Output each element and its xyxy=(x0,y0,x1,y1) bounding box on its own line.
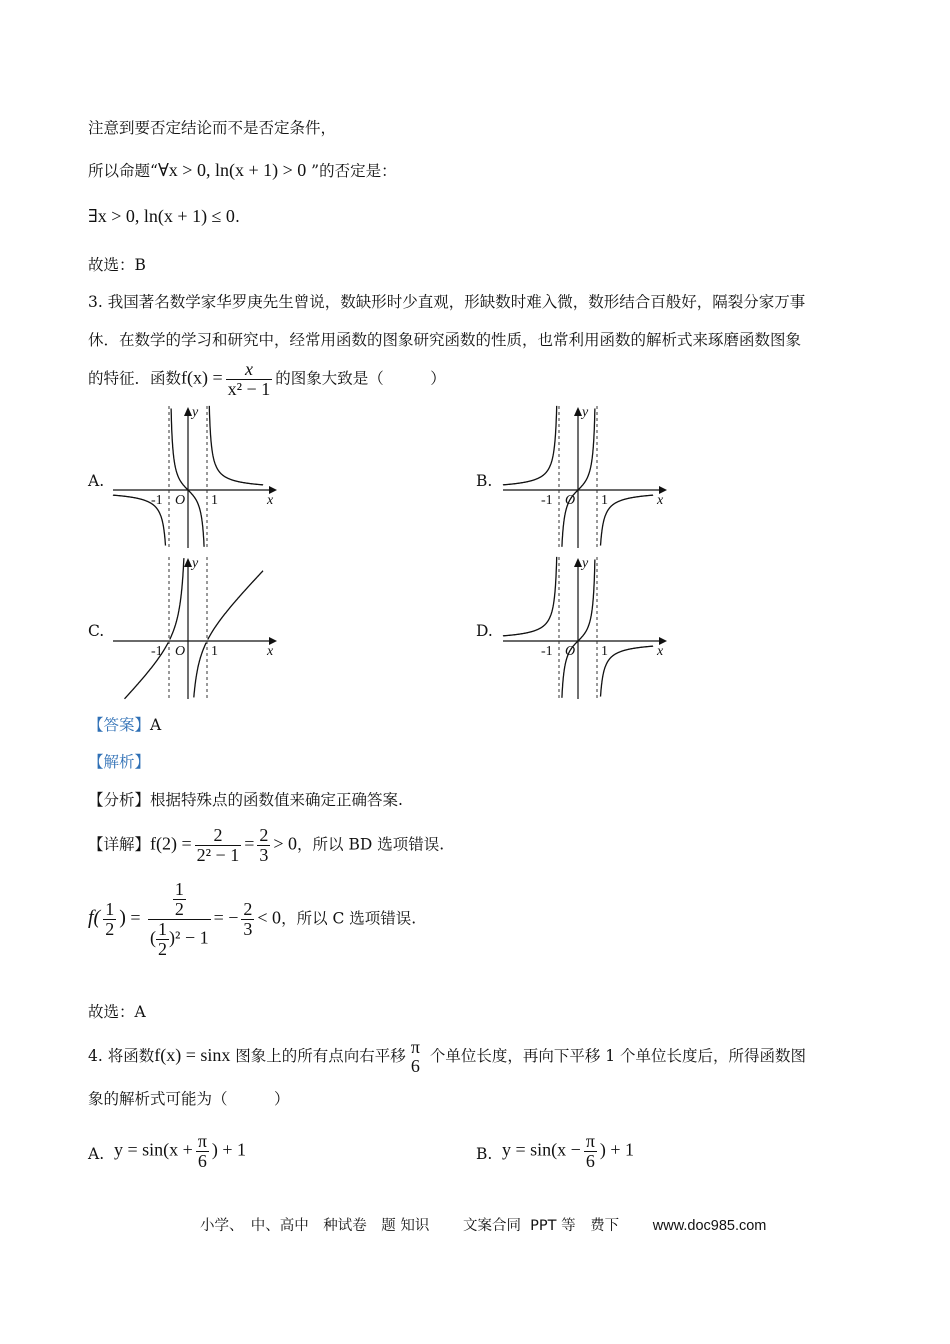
graph-option-b xyxy=(498,402,673,550)
footer-url[interactable]: www.doc985.com xyxy=(652,1218,767,1234)
tick-label-1: 1 xyxy=(211,493,218,508)
graph-c-axes xyxy=(113,556,277,699)
prev-line-3 xyxy=(88,205,240,228)
analysis-tag: 【解析】 xyxy=(88,753,151,771)
q4-six: 6 xyxy=(410,1056,420,1076)
q3-line-1: 3. 我国著名数学家华罗庚先生曾说，数缺形时少直观，形缺数时难入微，数形结合百般好，隔裂分家万事 xyxy=(88,293,806,311)
y-axis-label: y xyxy=(582,556,589,571)
f2-frac-2-den: 3 xyxy=(259,845,269,865)
fenxi-line xyxy=(88,789,403,811)
graph-a-axes xyxy=(113,405,277,548)
f2-frac-1-num: 2 xyxy=(195,826,242,846)
q4-option-b xyxy=(502,1132,634,1171)
fhalf-bot-num: 1 xyxy=(158,919,168,939)
fhalf-arg-num: 1 xyxy=(105,899,115,919)
graph-d-axes xyxy=(503,556,667,699)
fhalf-bot-den: 2 xyxy=(158,939,168,959)
q4-pi: π xyxy=(410,1037,420,1057)
fenxi-tag: 【分析】 xyxy=(88,791,151,809)
q4-option-a-frac xyxy=(196,1132,209,1171)
y-axis-arrow xyxy=(184,558,192,567)
q4-option-a-six: 6 xyxy=(197,1151,207,1171)
fhalf-frac-2-den: 3 xyxy=(243,919,253,939)
q4-func: f(x) = sinx xyxy=(154,1045,231,1065)
q4-option-b-label: B. xyxy=(476,1145,493,1163)
f2-lhs: f(2) = xyxy=(150,833,192,854)
origin-label: O xyxy=(565,493,576,508)
footer-text: 小学、 中、高中 种试卷 题 知识 文案合同 PPT 等 费下 xyxy=(200,1218,620,1234)
origin-label: O xyxy=(565,644,576,659)
f2-frac-2-num: 2 xyxy=(259,825,269,845)
f2-rhs: > 0 xyxy=(273,833,298,854)
fhalf-frac-2 xyxy=(241,900,254,939)
function-curve xyxy=(601,646,654,697)
graph-option-c xyxy=(108,553,283,701)
y-axis-label: y xyxy=(582,405,589,420)
option-c-label: C. xyxy=(88,622,105,640)
y-axis-arrow xyxy=(574,407,582,416)
fhalf-top-den: 2 xyxy=(174,899,184,919)
footer xyxy=(200,1214,766,1235)
function-curve xyxy=(601,495,654,545)
y-axis-label: y xyxy=(192,405,199,420)
q4-option-b-pre: y = sin(x − xyxy=(502,1139,581,1160)
fhalf-frac-2-num: 2 xyxy=(243,899,253,919)
x-axis-label: x xyxy=(267,644,274,659)
tick-label-neg-1: -1 xyxy=(541,493,553,508)
tick-label-1: 1 xyxy=(601,644,608,659)
graph-b-axes xyxy=(503,405,667,548)
option-b-label: B. xyxy=(476,472,493,490)
q4-line-2: 象的解析式可能为（ ） xyxy=(88,1090,290,1108)
q4-option-a-label: A. xyxy=(88,1145,105,1163)
tick-label-neg-1: -1 xyxy=(151,493,163,508)
q4-option-a-pre: y = sin(x + xyxy=(114,1139,193,1160)
func-num: x xyxy=(226,360,273,380)
x-axis-label: x xyxy=(657,493,664,508)
origin-label: O xyxy=(175,644,186,659)
q4-option-b-six: 6 xyxy=(585,1151,595,1171)
function-curve xyxy=(503,557,557,636)
prev-line-2-pre: 所以命题“ xyxy=(88,162,158,180)
negation-math: ∃x > 0, ln(x + 1) ≤ 0 xyxy=(88,206,235,226)
f2-frac-2 xyxy=(257,826,270,865)
tick-label-1: 1 xyxy=(601,493,608,508)
f2-frac-1 xyxy=(195,826,242,865)
detail-line-2: f( $\frac{1}{2}$ ) = $\frac{1}{2}$ ( $\frac{1}{2}$ )² − 1 = − $\frac{2}{3}$ < 0，所以 C 选项错误. xyxy=(88,879,417,959)
fhalf-big-den: ( $\frac{1}{2}$ )² − 1 xyxy=(150,919,209,959)
q4-line-1-post: 个单位长度，再向下平移 1 个单位长度后，所得函数图 xyxy=(429,1047,807,1065)
graph-option-a xyxy=(108,402,283,550)
tick-label-neg-1: -1 xyxy=(151,644,163,659)
prev-line-1: 注意到要否定结论而不是否定条件， xyxy=(88,119,337,137)
fhalf-top-num: 1 xyxy=(174,879,184,899)
tick-label-1: 1 xyxy=(211,644,218,659)
answer-line xyxy=(88,714,161,736)
y-axis-arrow xyxy=(184,407,192,416)
graph-option-d xyxy=(498,553,673,701)
prev-answer: 故选：B xyxy=(88,256,146,274)
x-axis-label: x xyxy=(657,644,664,659)
func-lhs: f(x) = xyxy=(181,367,223,388)
q3-line-3-post: 的图象大致是（ ） xyxy=(275,369,446,388)
q4-option-b-frac xyxy=(584,1132,597,1171)
origin-label: O xyxy=(175,493,186,508)
q4-line-1-pre: 4. 将函数 xyxy=(88,1047,155,1065)
proposition-math: ∀x > 0, ln(x + 1) > 0 xyxy=(157,160,307,180)
answer-tag: 【答案】 xyxy=(88,716,151,734)
q4-line-1 xyxy=(88,1038,806,1076)
fhalf-rhs: = − xyxy=(213,907,239,928)
function-curve xyxy=(208,571,263,640)
q3-line-3 xyxy=(88,360,446,399)
function-curve xyxy=(503,406,557,485)
prev-line-3-post: . xyxy=(234,208,240,226)
option-a-label: A. xyxy=(88,472,105,490)
q4-option-a-pi: π xyxy=(197,1131,207,1151)
q3-line-2: 休．在数学的学习和研究中，经常用函数的图象研究函数的性质，也常利用函数的解析式来琢磨函数图象 xyxy=(88,331,802,349)
final-answer: 故选：A xyxy=(88,1003,146,1021)
q4-line-1-mid: 图象上的所有点向右平移 xyxy=(235,1047,406,1065)
q4-option-b-post: ) + 1 xyxy=(599,1139,635,1160)
fhalf-big-frac xyxy=(148,880,211,959)
y-axis-arrow xyxy=(574,558,582,567)
fhalf-arg-den: 2 xyxy=(105,919,115,939)
detail-line-2-post: ，所以 C 选项错误. xyxy=(281,909,417,928)
detail-line-1-post: ，所以 BD 选项错误. xyxy=(297,835,445,854)
prev-line-2-post: ”的否定是： xyxy=(306,162,397,180)
option-d-label: D. xyxy=(476,622,493,640)
func-fraction xyxy=(226,360,273,399)
f2-eq: = xyxy=(244,833,255,854)
q3-line-3-pre: 的特征．函数 xyxy=(88,369,182,388)
tick-label-neg-1: -1 xyxy=(541,644,553,659)
detail-line-1 xyxy=(88,826,444,865)
answer-value: A xyxy=(150,716,162,734)
detail-tag: 【详解】 xyxy=(88,835,151,854)
fhalf-lhs: f( xyxy=(88,906,101,929)
fenxi-text: 根据特殊点的函数值来确定正确答案. xyxy=(150,791,403,809)
fhalf-lt: < 0 xyxy=(257,907,282,928)
fhalf-arg xyxy=(103,900,116,939)
analysis-line xyxy=(88,751,150,773)
q4-shift-frac xyxy=(409,1038,422,1076)
q4-option-a-post: ) + 1 xyxy=(211,1139,247,1160)
f2-frac-1-den: 2² − 1 xyxy=(196,845,240,865)
q4-option-a xyxy=(114,1132,246,1171)
x-axis-label: x xyxy=(267,493,274,508)
func-den: x² − 1 xyxy=(227,379,271,399)
q4-option-b-pi: π xyxy=(585,1131,595,1151)
y-axis-label: y xyxy=(192,556,199,571)
prev-line-2 xyxy=(88,159,397,182)
fhalf-big-num xyxy=(148,880,211,920)
function-curve xyxy=(209,406,263,485)
